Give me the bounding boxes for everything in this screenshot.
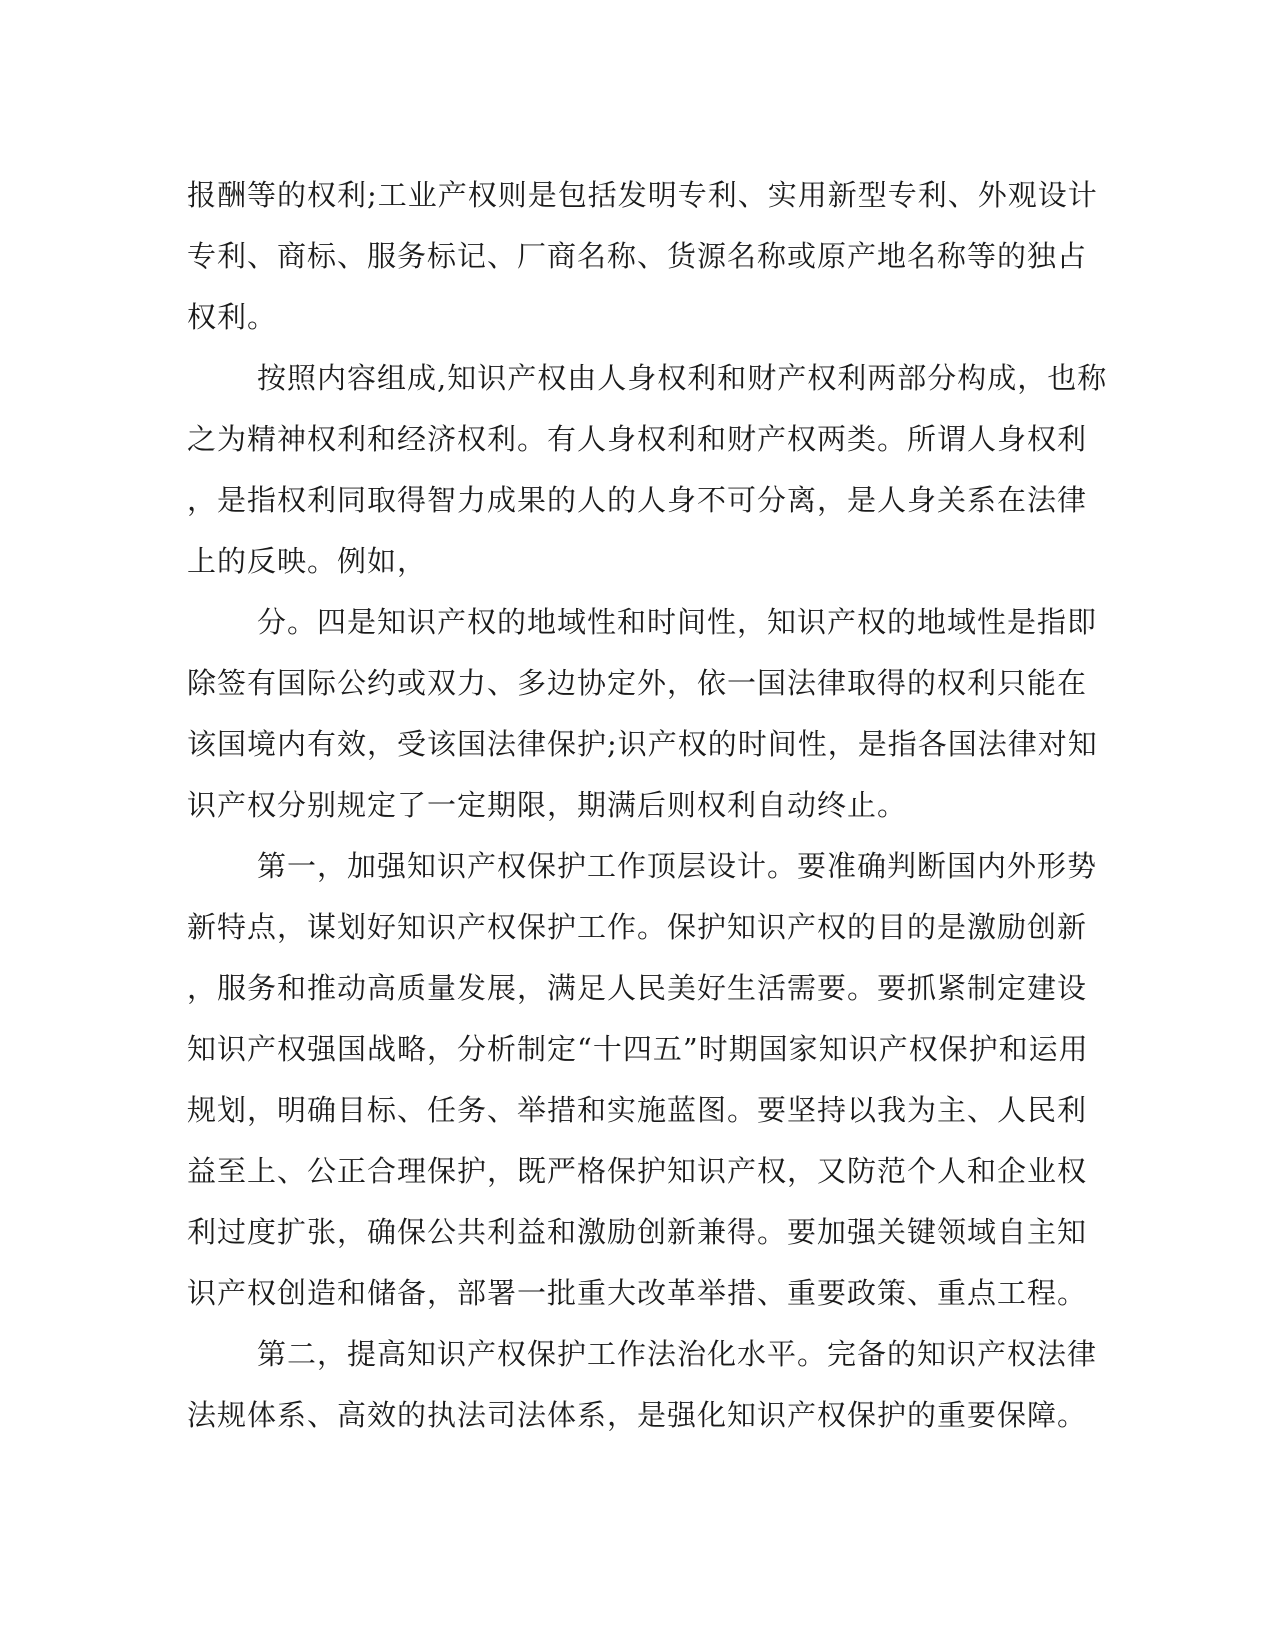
- text-line: 知识产权强国战略，分析制定“十四五”时期国家知识产权保护和运用: [187, 1032, 1089, 1066]
- text-line: 规划，明确目标、任务、举措和实施蓝图。要坚持以我为主、人民利: [187, 1093, 1088, 1127]
- text-line: 该国境内有效，受该国法律保护;识产权的时间性，是指各国法律对知: [187, 727, 1098, 761]
- body-text: [187, 165, 1108, 1446]
- paragraph-1: [187, 165, 1098, 348]
- text-line: 新特点，谋划好知识产权保护工作。保护知识产权的目的是激励创新: [187, 910, 1088, 944]
- text-line: 识产权创造和储备，部署一批重大改革举措、重要政策、重点工程。: [187, 1276, 1088, 1310]
- text-line: 权利。: [187, 300, 278, 334]
- text-line: 第一，加强知识产权保护工作顶层设计。要准确判断国内外形势: [257, 849, 1098, 883]
- text-line: 第二，提高知识产权保护工作法治化水平。完备的知识产权法律: [257, 1337, 1098, 1371]
- text-line: 按照内容组成,知识产权由人身权利和财产权利两部分构成，也称: [257, 361, 1108, 395]
- text-line: ，是指权利同取得智力成果的人的人身不可分离，是人身关系在法律: [187, 483, 1088, 517]
- paragraph-5: [187, 1324, 1098, 1446]
- text-line: 之为精神权利和经济权利。有人身权利和财产权两类。所谓人身权利: [187, 422, 1088, 456]
- text-line: 分。四是知识产权的地域性和时间性，知识产权的地域性是指即: [257, 605, 1098, 639]
- paragraph-3: [187, 592, 1098, 836]
- text-line: ，服务和推动高质量发展，满足人民美好生活需要。要抓紧制定建设: [187, 971, 1088, 1005]
- paragraph-4: [187, 836, 1098, 1324]
- text-line: 专利、商标、服务标记、厂商名称、货源名称或原产地名称等的独占: [187, 239, 1088, 273]
- text-line: 利过度扩张，确保公共利益和激励创新兼得。要加强关键领域自主知: [187, 1215, 1088, 1249]
- text-line: 法规体系、高效的执法司法体系，是强化知识产权保护的重要保障。: [187, 1398, 1088, 1432]
- paragraph-2: [187, 348, 1108, 592]
- text-line: 除签有国际公约或双力、多边协定外，依一国法律取得的权利只能在: [187, 666, 1088, 700]
- text-line: 上的反映。例如，: [187, 544, 428, 578]
- text-line: 益至上、公正合理保护，既严格保护知识产权，又防范个人和企业权: [187, 1154, 1088, 1188]
- text-line: 报酬等的权利;工业产权则是包括发明专利、实用新型专利、外观设计: [187, 178, 1098, 212]
- text-line: 识产权分别规定了一定期限，期满后则权利自动终止。: [187, 788, 908, 822]
